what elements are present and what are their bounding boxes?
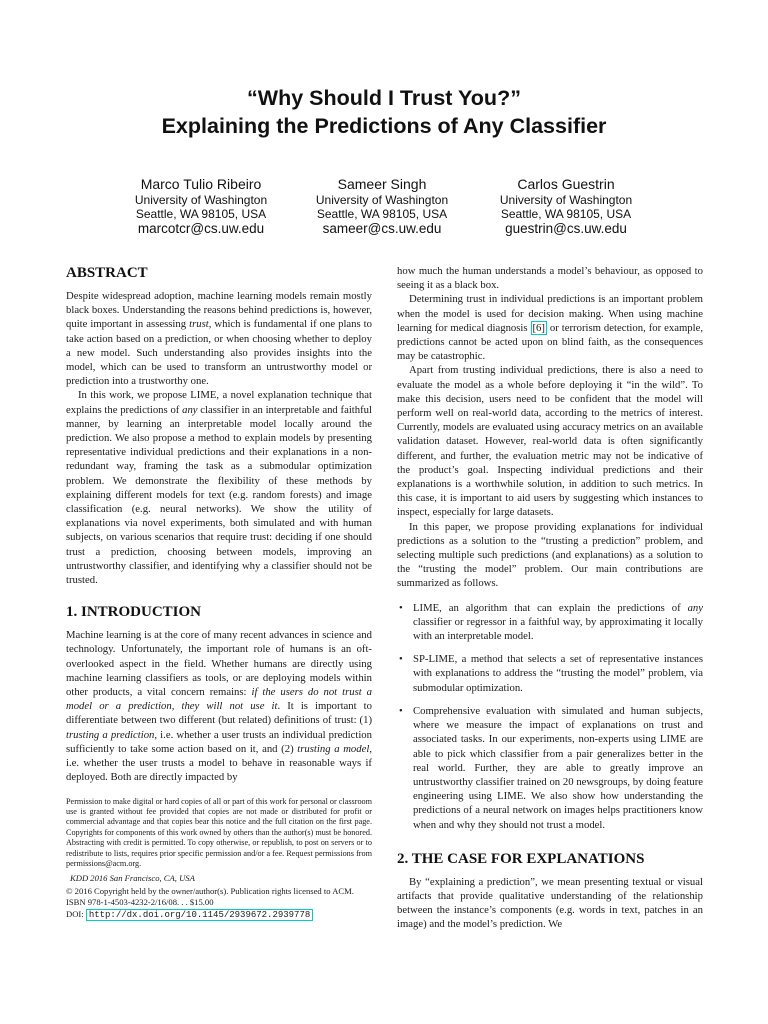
author-email[interactable]: marcotcr@cs.uw.edu: [137, 221, 265, 236]
title-line-1: “Why Should I Trust You?”: [247, 86, 521, 110]
bullet-icon: •: [399, 653, 403, 666]
permission-footnote: Permission to make digital or hard copies of all or part of this work for personal or classroom use is granted without fee provided that copies are not made or distributed for profit or commercial advantage and that copies bear this notice and the full citation on the first page. Copyrights for components of this work owned by others than the author(s) must be honored. Abstracting with credit is permitted. To copy otherwise, or republish, to post on servers or to redistribute to lists, requires prior specific permission and/or a fee. Request permissions from permissions@acm.org.: [66, 796, 372, 868]
bullet-icon: •: [399, 601, 403, 614]
section-2-paragraph: By “explaining a prediction”, we mean presenting textual or visual artifacts that provide qualitative understanding of the relationship between the instance’s components (e.g. words in text, patches in an image) and the model’s prediction. We: [397, 875, 703, 931]
author-address: Seattle, WA 98105, USA: [500, 207, 632, 221]
intro-paragraph-3: Apart from trusting individual predictions, there is also a need to evaluate the model as a whole before deploying it “in the wild”. To make this decision, users need to be confident that the model will perform well on real-world data, according to the metrics of interest. Currently, models are evaluated using accuracy metrics on an available validation dataset. However, real-world data is often significantly different, and further, the evaluation metric may not be indicative of the product’s goal. Inspecting individual predictions and their explanations is a worthwhile solution, in addition to such metrics. In this case, it is important to aid users by suggesting which instances to inspect, especially for large datasets.: [397, 364, 703, 519]
author-block: [466, 176, 666, 237]
right-column: [397, 264, 703, 932]
title-line-2: Explaining the Predictions of Any Classifier: [161, 114, 607, 138]
list-item: • Comprehensive evaluation with simulated and human subjects, where we measure the impact of explanations on trust and associated tasks. In our experiments, non-experts using LIME are able to pick which classifier from a pair generalizes better in the real world. Further, they are able to greatly improve an untrustworthy classifier trained on 20 newsgroups, by doing feature engineering using LIME. We also show how understanding the predictions of a neural network on images helps practitioners know when and why they should not trust a model.: [399, 704, 703, 831]
intro-paragraph-continued: how much the human understands a model’s behaviour, as opposed to seeing it as a black box.: [397, 265, 703, 292]
venue-line: KDD 2016 San Francisco, CA, USA: [70, 873, 195, 884]
contributions-list: [397, 601, 703, 832]
author-name: Carlos Guestrin: [517, 176, 615, 192]
author-affiliation: University of Washington: [134, 193, 268, 207]
author-address: Seattle, WA 98105, USA: [135, 207, 267, 221]
doi-line: [66, 908, 372, 921]
paper-title: [0, 84, 768, 140]
author-email[interactable]: sameer@cs.uw.edu: [322, 221, 442, 236]
copyright-line: © 2016 Copyright held by the owner/author(s). Publication rights licensed to ACM. ISBN 978-1-4503-4232-2/16/08. . . $15.00: [66, 886, 354, 907]
left-column: [66, 264, 372, 921]
section-2-heading: 2. THE CASE FOR EXPLANATIONS: [397, 850, 645, 867]
citation-link[interactable]: [6]: [532, 321, 545, 334]
abstract-heading: ABSTRACT: [66, 265, 148, 281]
list-item: • LIME, an algorithm that can explain the predictions of any classifier or regressor in a faithful way, by approximating it locally with an interpretable model.: [399, 601, 703, 643]
doi-label: DOI:: [66, 909, 84, 920]
author-email[interactable]: guestrin@cs.uw.edu: [505, 221, 627, 236]
author-block: [282, 176, 482, 237]
author-name: Sameer Singh: [337, 176, 427, 192]
abstract-paragraph-1: Despite widespread adoption, machine learning models remain mostly black boxes. Understanding the reasons behind predictions is, however, quite important in assessing trust, which is fundamental if one plans to take action based on a prediction, or when choosing whether to deploy a new model. Such understanding also provides insights into the model, which can be used to transform an untrustworthy model or prediction into a trustworthy one.: [66, 290, 372, 388]
author-block: [101, 176, 301, 237]
doi-link[interactable]: http://dx.doi.org/10.1145/2939672.2939778: [86, 909, 313, 921]
author-list: [0, 176, 768, 236]
author-affiliation: University of Washington: [315, 193, 449, 207]
list-item: • SP-LIME, a method that selects a set of representative instances with explanations to address the “trusting the model” problem, via submodular optimization.: [399, 653, 703, 694]
bullet-icon: •: [399, 704, 403, 717]
intro-heading: 1. INTRODUCTION: [66, 604, 202, 621]
intro-paragraph-1: Machine learning is at the core of many recent advances in science and technology. Unfortunately, the important role of humans is an oft-overlooked aspect in the field. Whether humans are directly using machine learning classifiers as tools, or are deploying models within other products, a vital concern remains: if the users do not trust a model or a prediction, they will not use it. It is important to differentiate between two different (but related) definitions of trust: (1) trusting a prediction, i.e. whether a user trusts an individual prediction sufficiently to take some action based on it, and (2) trusting a model, i.e. whether the user trusts a model to behave in reasonable ways if deployed. Both are directly impacted by: [66, 629, 372, 784]
author-name: Marco Tulio Ribeiro: [140, 176, 262, 192]
author-address: Seattle, WA 98105, USA: [316, 207, 448, 221]
intro-paragraph-4: In this paper, we propose providing explanations for individual predictions as a solution to the “trusting a prediction” problem, and selecting multiple such predictions (and explanations) as a solution to the “trusting the model” problem. Our main contributions are summarized as follows.: [397, 520, 703, 590]
abstract-paragraph-2: In this work, we propose LIME, a novel explanation technique that explains the predictions of any classifier in an interpretable and faithful manner, by learning an interpretable model locally around the prediction. We also propose a method to explain models by presenting representative individual predictions and their explanations in a non-redundant way, framing the task as a submodular optimization problem. We demonstrate the flexibility of these methods by explaining different models for text (e.g. random forests) and image classification (e.g. neural networks). We show the utility of explanations via novel experiments, both simulated and with human subjects, on various scenarios that require trust: deciding if one should trust a prediction, choosing between models, improving an untrustworthy classifier, and identifying why a classifier should not be trusted.: [66, 389, 372, 587]
intro-paragraph-2: Determining trust in individual predictions is an important problem when the model is used for decision making. When using machine learning for medical diagnosis [6] or terrorism detection, for example, predictions cannot be acted upon on blind faith, as the consequences may be catastrophic.: [397, 293, 703, 363]
author-affiliation: University of Washington: [499, 193, 633, 207]
